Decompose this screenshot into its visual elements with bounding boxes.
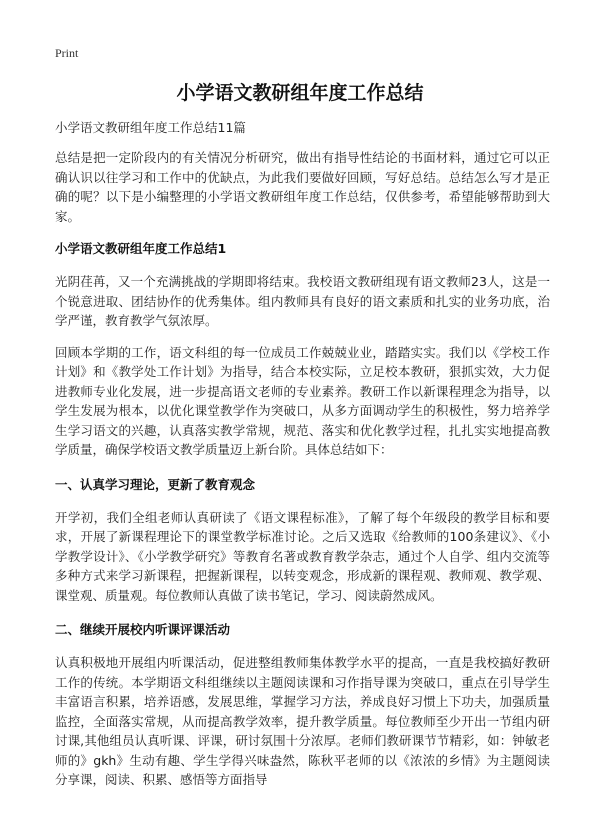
intro-paragraph: 总结是把一定阶段内的有关情况分析研究，做出有指导性结论的书面材料，通过它可以正确认识以往学习和工作中的优缺点，为此我们要做好回顾，写好总结。总结怎么写才是正确的呢？以下是小编整理的小学语文教研组年度工作总结，仅供参考，希望能够帮助到大家。	[55, 150, 550, 224]
body-paragraph: 回顾本学期的工作，语文科组的每一位成员工作兢兢业业，踏踏实实。我们以《学校工作计划》和《教学处工作计划》为指导，结合本校实际，立足校本教研，狠抓实效，大力促进教师专业化发展，进一步提高语文老师的专业素养。教研工作以新课程理念为指导，以学生发展为根本，以优化课堂教学作为突破口，从多方面调动学生的积极性，努力培养学生学习语文的兴趣，认真落实教学常规，规范、落实和优化教学过程，扎扎实实地提高教学质量，确保学校语文教学质量迈上新台阶。具体总结如下：	[55, 344, 550, 457]
print-link[interactable]: Print	[55, 46, 79, 60]
document-title: 小学语文教研组年度工作总结	[176, 82, 424, 104]
body-paragraph: 光阴荏苒，又一个充满挑战的学期即将结束。我校语文教研组现有语文教师23人，这是一个锐意进取、团结协作的优秀集体。组内教师具有良好的语文素质和扎实的业务功底，治学严谨，教育教学气氛浓厚。	[55, 274, 550, 328]
document-subtitle: 小学语文教研组年度工作总结11篇	[55, 120, 246, 135]
section-heading: 小学语文教研组年度工作总结1	[55, 241, 227, 256]
subsection-heading: 一、认真学习理论，更新了教育观念	[55, 476, 256, 492]
body-paragraph: 开学初，我们全组老师认真研读了《语文课程标准》，了解了每个年级段的教学目标和要求，开展了新课程理论下的课堂教学标准讨论。之后又选取《给教师的100条建议》、《小学教学设计》、《小学教学研究》等教育名著或教育教学杂志，通过个人自学、组内交流等多种方式来学习新课程，把握新课程，以转变观念，形成新的课程观、教师观、教学观、课堂观、质量观。每位教师认真做了读书笔记，学习、阅读蔚然成风。	[55, 509, 550, 603]
body-paragraph: 认真积极地开展组内听课活动，促进整组教师集体教学水平的提高，一直是我校搞好教研工作的传统。本学期语文科组继续以主题阅读课和习作指导课为突破口，重点在引导学生丰富语言积累，培养语感，发展思维，掌握学习方法，养成良好习惯上下功夫，加强质量监控，全面落实常规，从而提高教学效率，提升教学质量。每位教师至少开出一节组内研讨课,其他组员认真听课、评课，研讨氛围十分浓厚。老师们教研课节节精彩，如：钟敏老师的》gkh》生动有趣、学生学得兴味盎然，陈秋平老师的以《浓浓的乡情》为主题阅读分享课，阅读、积累、感悟等方面指导	[55, 655, 550, 787]
document-body	[55, 148, 550, 802]
subsection-heading: 二、继续开展校内听课评课活动	[55, 622, 231, 637]
